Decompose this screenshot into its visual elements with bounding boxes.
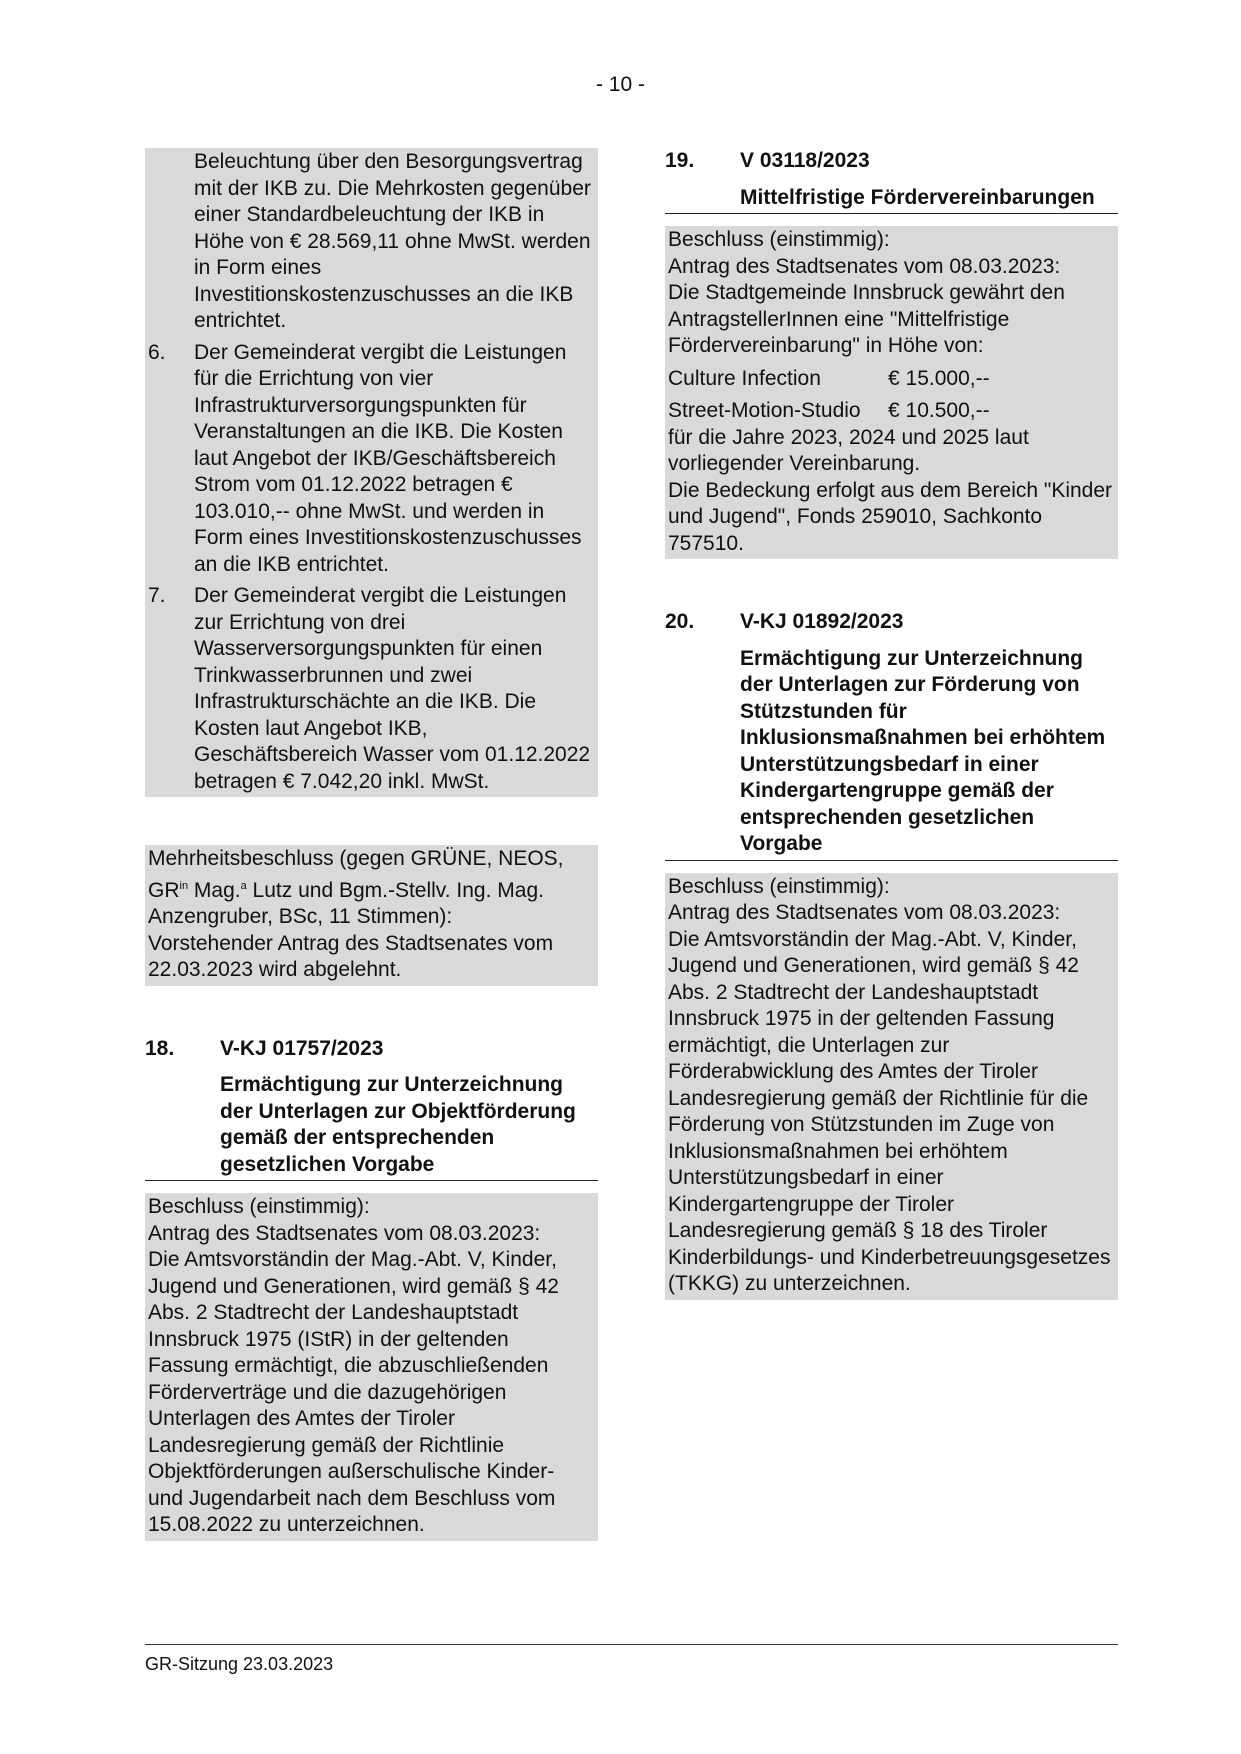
motion-label: Antrag des Stadtsenates vom 08.03.2023:: [148, 1221, 541, 1245]
item-20-header: [665, 609, 1118, 636]
majority-text-b: Mag.: [188, 878, 241, 902]
item-20-decision-block: [665, 873, 1118, 1300]
decision-label: Beschluss (einstimmig):: [148, 1195, 370, 1218]
item-19-title: Mittelfristige Fördervereinbarungen: [665, 185, 1118, 215]
grant-name: Culture Infection: [668, 366, 821, 390]
item-number: 20.: [665, 610, 695, 633]
majority-decision: [148, 846, 594, 931]
item-19-header: [665, 148, 1118, 175]
motion-label: Antrag des Stadtsenates vom 08.03.2023:: [668, 254, 1061, 278]
grant-years: für die Jahre 2023, 2024 und 2025 laut vorliegender Vereinbarung.: [668, 425, 1029, 475]
list-item-number: 7.: [148, 584, 166, 607]
page-number: - 10 -: [595, 73, 645, 96]
grant-intro: Die Stadtgemeinde Innsbruck gewährt den AntragstellerInnen eine "Mittelfristige Fördervereinbarung" in Höhe von:: [668, 281, 1065, 357]
list-item-7: [148, 583, 594, 795]
majority-sup-2: a: [240, 879, 247, 892]
item-number: 18.: [145, 1036, 175, 1060]
item-18-decision-block: [145, 1193, 598, 1541]
majority-result: Vorstehender Antrag des Stadtsenates vom 22.03.2023 wird abgelehnt.: [148, 931, 554, 981]
item-code: V-KJ 01757/2023: [220, 1036, 384, 1060]
item-19: [665, 148, 1118, 559]
decision-label: Beschluss (einstimmig):: [668, 228, 890, 251]
item-code: V 03118/2023: [740, 149, 870, 172]
item-18-title: Ermächtigung zur Unterzeichnung der Unterlagen zur Objektförderung gemäß der entsprechenden gesetzlichen Vorgabe: [145, 1072, 598, 1181]
left-column: [145, 148, 598, 1541]
grant-amount: € 10.500,--: [888, 399, 990, 422]
items-5-7-block: [145, 148, 598, 797]
item-18-header: [145, 1036, 598, 1063]
grant-row: [668, 366, 1114, 393]
grant-row: [668, 398, 1114, 425]
list-item-text: Der Gemeinderat vergibt die Leistungen zur Errichtung von drei Wasserversorgungspunkten für einen Trinkwasserbrunnen und zwei Infrastrukturschächte an die IKB. Die Kosten laut Angebot IKB, Geschäftsbereich Wasser vom 01.12.2022 betragen € 7.042,20 inkl. MwSt.: [194, 584, 591, 793]
page-footer: GR-Sitzung 23.03.2023: [145, 1644, 1118, 1675]
item-number: 19.: [665, 149, 695, 172]
item-20: [665, 609, 1118, 1300]
decision-text: Die Amtsvorständin der Mag.-Abt. V, Kinder, Jugend und Generationen, wird gemäß § 42 Abs. 2 Stadtrecht der Landeshauptstadt Innsbruck 1975 (IStR) in der geltenden Fassung ermächtigt, die abzuschließenden Förderverträge und die dazugehörigen Unterlagen des Amtes der Tiroler Landesregierung gemäß der Richtlinie Objektförderungen außerschulische Kinder- und Jugendarbeit nach dem Beschluss vom 15.08.2022 zu unterzeichnen.: [148, 1248, 559, 1536]
majority-decision-block: [145, 845, 598, 986]
majority-text-a: Mehrheitsbeschluss (gegen GRÜNE, NEOS, GR: [148, 847, 564, 902]
grant-amount: € 15.000,--: [888, 366, 990, 390]
grant-name: Street-Motion-Studio: [668, 399, 861, 422]
grant-funding: Die Bedeckung erfolgt aus dem Bereich "Kinder und Jugend", Fonds 259010, Sachkonto 757510.: [668, 478, 1113, 555]
majority-sup-1: in: [179, 879, 189, 892]
item-20-title: Ermächtigung zur Unterzeichnung der Unterlagen zur Förderung von Stützstunden für Inklusionsmaßnahmen bei erhöhtem Unterstützungsbedarf in einer Kindergartengruppe gemäß der entsprechenden gesetzlichen Vorgabe: [665, 646, 1118, 861]
decision-text: Die Amtsvorständin der Mag.-Abt. V, Kinder, Jugend und Generationen, wird gemäß § 42 Abs. 2 Stadtrecht der Landeshauptstadt Innsbruck 1975 in der geltenden Fassung ermächtigt, die Unterlagen zur Förderabwicklung des Amtes der Tiroler Landesregierung gemäß der Richtlinie für die Förderung von Stützstunden im Zuge von Inklusionsmaßnahmen bei erhöhtem Unterstützungsbedarf in einer Kindergartengruppe der Tiroler Landesregierung gemäß § 18 des Tiroler Kinderbildungs- und Kinderbetreuungsgesetzes (TKKG) zu unterzeichnen.: [668, 927, 1111, 1295]
item-19-decision-block: [665, 226, 1118, 559]
list-item-6: [148, 340, 594, 579]
item-18: [145, 1036, 598, 1541]
list-item-text: Der Gemeinderat vergibt die Leistungen für die Errichtung von vier Infrastrukturversorgungspunkten für Veranstaltungen an die IKB. Die Kosten laut Angebot der IKB/Geschäftsbereich Strom vom 01.12.2022 betragen € 103.010,-- ohne MwSt. und werden in Form eines Investitionskostenzuschusses an die IKB entrichtet.: [194, 340, 582, 576]
majority-text-c: Lutz und Bgm.-Stellv. Ing. Mag. Anzengruber, BSc, 11 Stimmen):: [148, 878, 544, 928]
right-column: [665, 148, 1118, 1300]
item-code: V-KJ 01892/2023: [740, 610, 904, 633]
list-item-number: 6.: [148, 340, 166, 364]
motion-label: Antrag des Stadtsenates vom 08.03.2023:: [668, 901, 1061, 924]
item-5-continuation: Beleuchtung über den Besorgungsvertrag mit der IKB zu. Die Mehrkosten gegenüber einer Standardbeleuchtung der IKB in Höhe von € 28.569,11 ohne MwSt. werden in Form eines Investitionskostenzuschusses an die IKB entrichtet.: [194, 150, 591, 332]
decision-label: Beschluss (einstimmig):: [668, 874, 890, 898]
